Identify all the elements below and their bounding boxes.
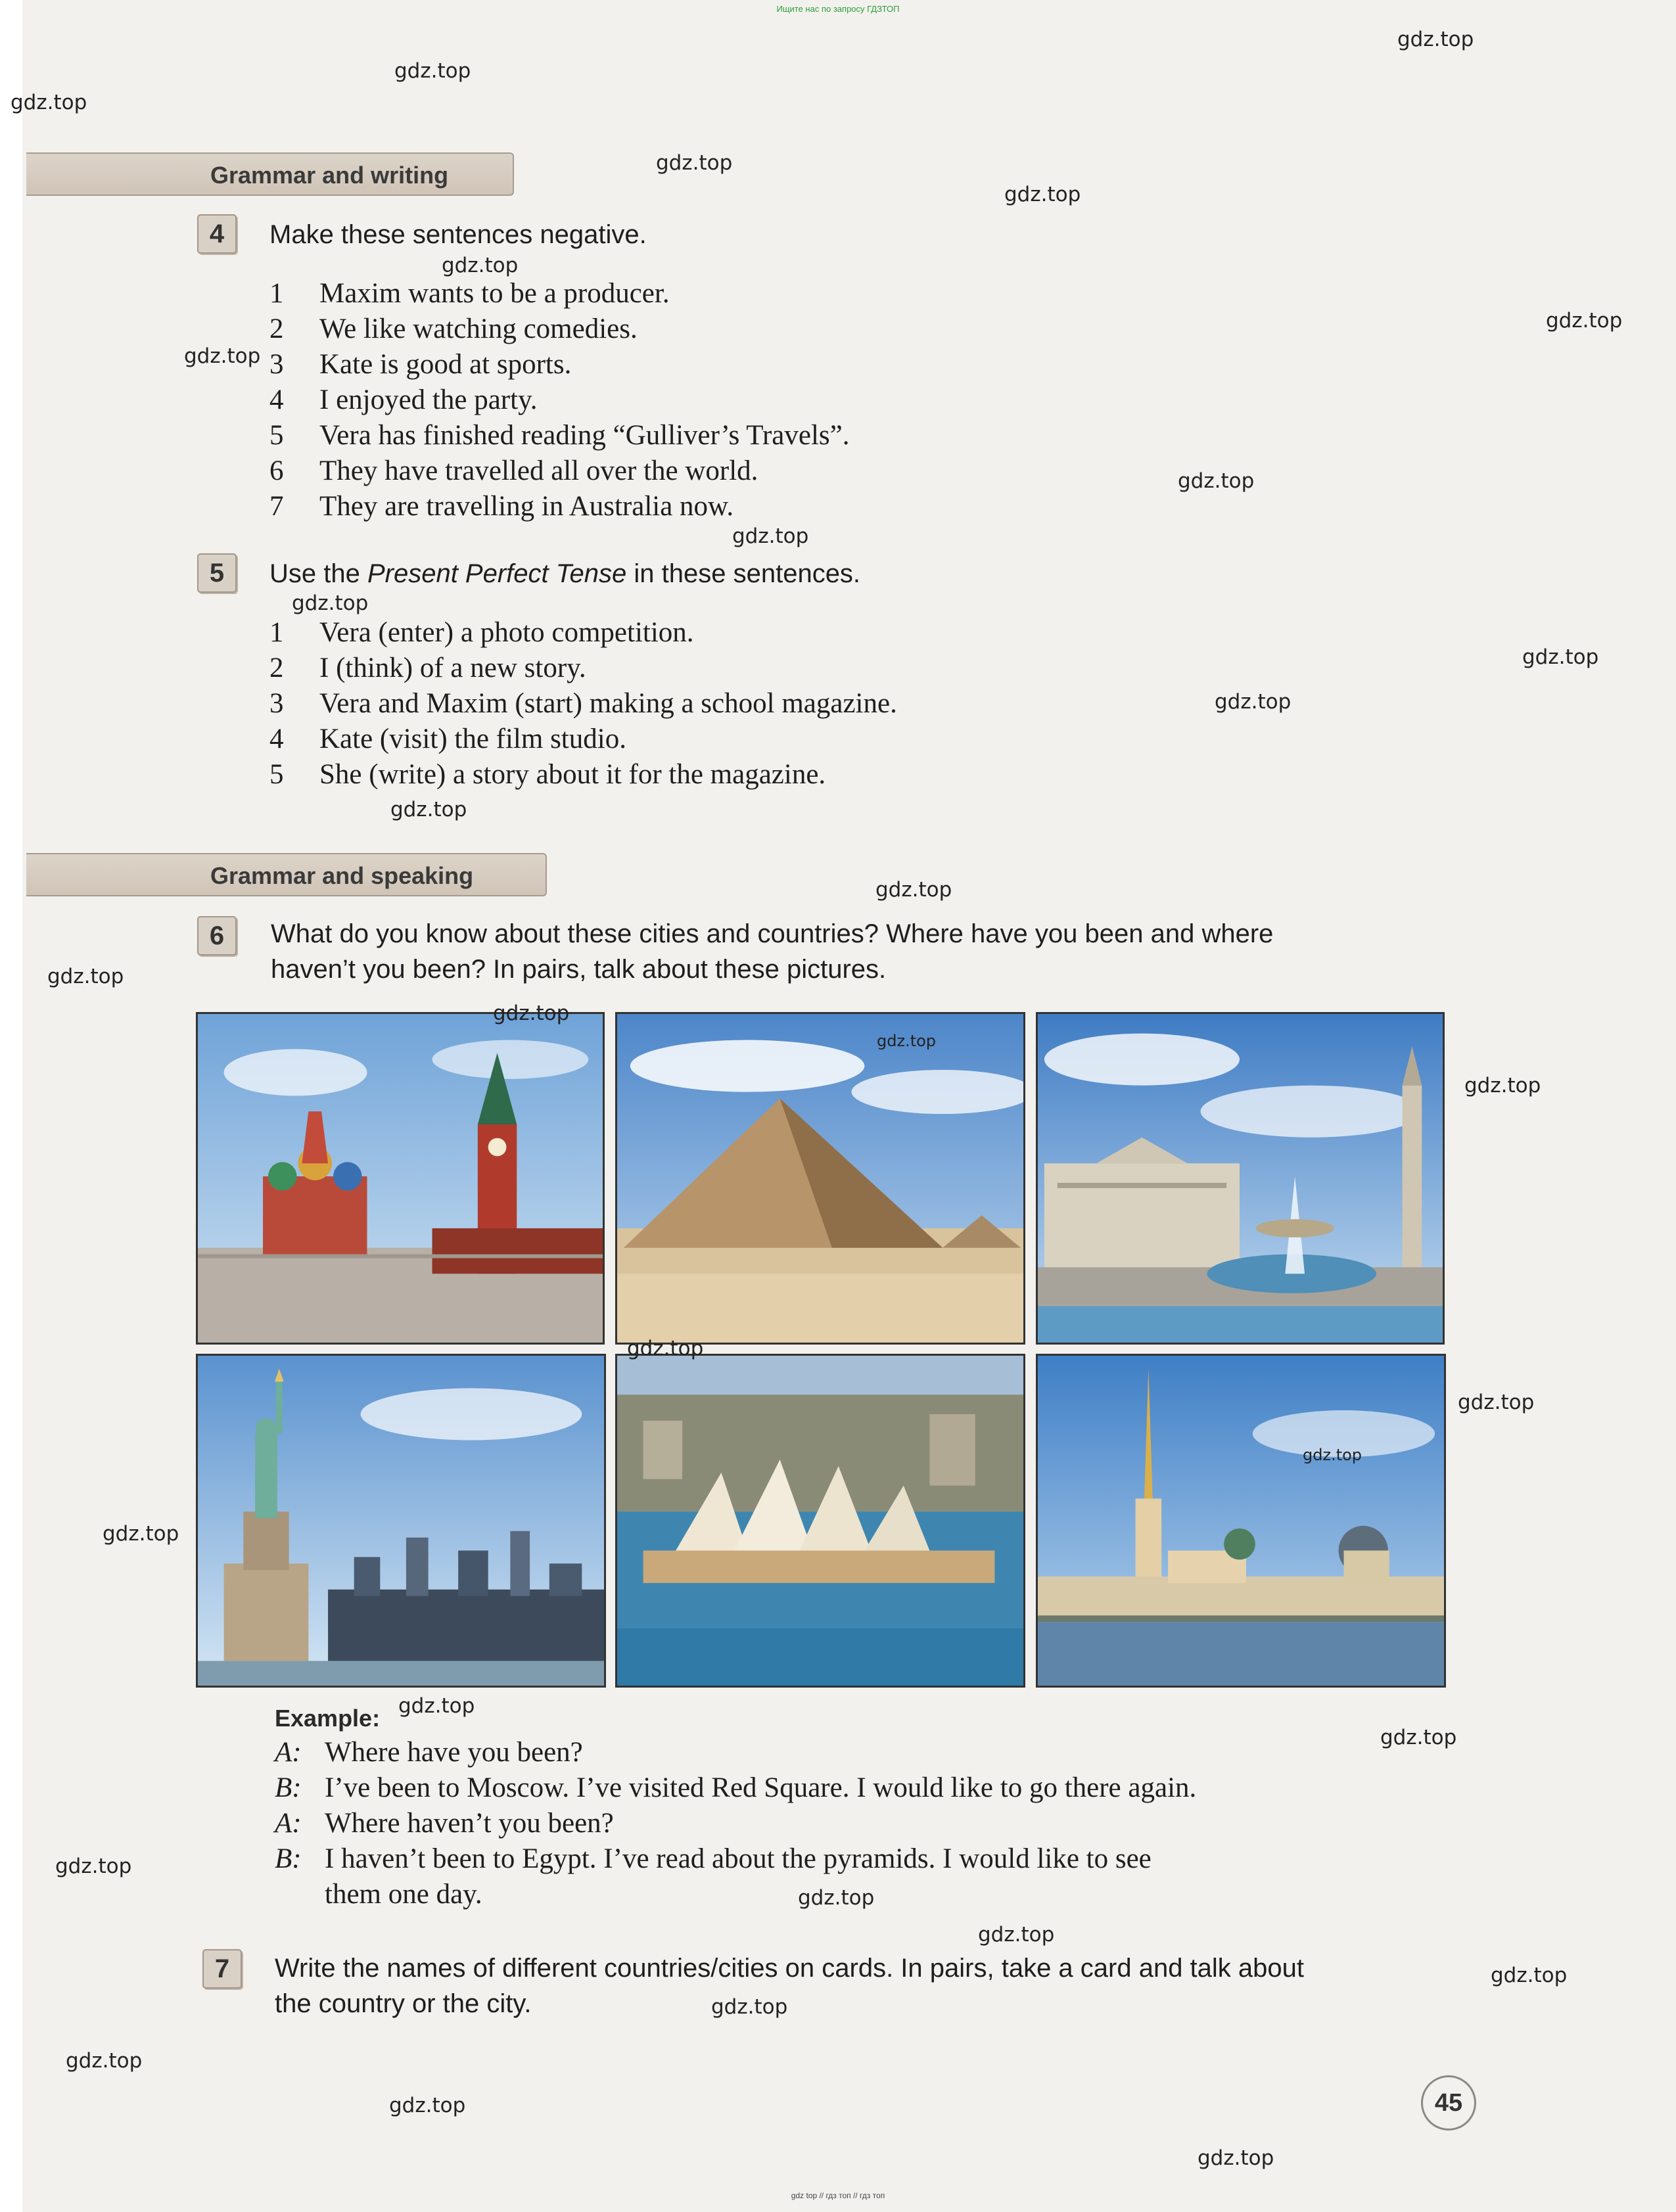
watermark: gdz.top — [1464, 1074, 1541, 1097]
dialog-line: B: I haven’t been to Egypt. I’ve read about the pyramids. I would like to see — [275, 1843, 1152, 1874]
photo-opera-house-sydney — [615, 1354, 1025, 1688]
list-item: 5 She (write) a story about it for the magazine. — [269, 759, 826, 790]
page-edge — [0, 0, 22, 2212]
photo-pyramid-egypt — [615, 1012, 1025, 1345]
watermark: gdz.top — [1397, 28, 1474, 51]
watermark: gdz.top — [1215, 690, 1292, 714]
exercise-4-instruction: Make these sentences negative. — [269, 220, 647, 249]
watermark: gdz.top — [390, 798, 467, 821]
watermark: gdz.top — [1491, 1964, 1568, 1987]
exercise-4-list — [269, 276, 849, 524]
watermark: gdz.top — [1178, 469, 1255, 493]
exercise-7-instruction-line-2: the country or the city. — [275, 1989, 532, 2018]
dialog-line: B: I’ve been to Moscow. I’ve visited Red Square. I would like to go there again. — [275, 1772, 1197, 1803]
watermark: gdz.top — [47, 965, 124, 988]
list-item: 3 Kate is good at sports. — [269, 349, 572, 380]
list-item: 1 Vera (enter) a photo competition. — [269, 617, 694, 648]
watermark: gdz.top — [103, 1522, 179, 1546]
watermark: gdz.top — [877, 1032, 937, 1050]
watermark: gdz.top — [184, 344, 261, 368]
header-note: Ищите нас по запросу ГДЗТОП — [776, 4, 900, 14]
watermark: gdz.top — [1546, 309, 1623, 333]
watermark: gdz.top — [711, 1995, 788, 2019]
dialog-line: them one day. — [325, 1879, 482, 1910]
watermark: gdz.top — [1303, 1446, 1362, 1464]
list-item: 6 They have travelled all over the world. — [269, 455, 758, 486]
exercise-number-7: 7 — [202, 1949, 242, 1989]
example-dialog — [275, 1735, 1196, 1912]
watermark: gdz.top — [11, 91, 87, 114]
watermark: gdz.top — [978, 1923, 1055, 1947]
exercise-number-5: 5 — [197, 553, 237, 593]
list-item: 5 Vera has finished reading “Gulliver’s Travels”. — [269, 420, 850, 451]
list-item: 2 I (think) of a new story. — [269, 653, 586, 683]
exercise-5-instruction: Use the Present Perfect Tense in these sentences. — [269, 559, 861, 588]
dialog-line: A: Where haven’t you been? — [275, 1808, 614, 1839]
section-title-speaking: Grammar and speaking — [26, 853, 547, 896]
list-item: 2 We like watching comedies. — [269, 313, 638, 344]
photo-peter-and-paul-fortress-st-petersburg — [1036, 1354, 1446, 1688]
example-label: Example: — [275, 1705, 381, 1732]
watermark: gdz.top — [1004, 183, 1081, 206]
exercise-number-4: 4 — [197, 214, 237, 254]
page-number: 45 — [1421, 2075, 1476, 2131]
watermark: gdz.top — [875, 878, 952, 902]
watermark: gdz.top — [292, 591, 369, 615]
watermark: gdz.top — [732, 524, 809, 548]
watermark: gdz.top — [398, 1694, 475, 1718]
photo-statue-of-liberty-new-york — [196, 1354, 606, 1688]
watermark: gdz.top — [656, 151, 733, 175]
watermark: gdz.top — [798, 1886, 875, 1910]
watermark: gdz.top — [1380, 1726, 1457, 1749]
list-item: 1 Maxim wants to be a producer. — [269, 278, 670, 309]
exercise-5-list — [269, 615, 897, 793]
watermark: gdz.top — [55, 1855, 132, 1878]
list-item: 4 I enjoyed the party. — [269, 384, 538, 415]
exercise-6-instruction-line-2: haven’t you been? In pairs, talk about these pictures. — [271, 955, 887, 984]
dialog-line: A: Where have you been? — [275, 1737, 583, 1768]
watermark: gdz.top — [627, 1337, 704, 1360]
watermark: gdz.top — [1198, 2146, 1274, 2170]
list-item: 3 Vera and Maxim (start) making a school magazine. — [269, 688, 897, 719]
watermark: gdz.top — [389, 2094, 466, 2117]
exercise-6-instruction-line-1: What do you know about these cities and countries? Where have you been and where — [271, 919, 1274, 948]
section-title-writing: Grammar and writing — [26, 152, 514, 196]
list-item: 7 They are travelling in Australia now. — [269, 491, 734, 522]
watermark: gdz.top — [442, 254, 519, 277]
list-item: 4 Kate (visit) the film studio. — [269, 724, 626, 754]
footer-note: gdz top // гдз топ // гдз топ — [791, 2191, 885, 2200]
watermark: gdz.top — [1522, 645, 1599, 669]
watermark: gdz.top — [493, 1002, 570, 1025]
watermark: gdz.top — [1458, 1391, 1535, 1414]
photo-trafalgar-square-london — [1036, 1012, 1445, 1345]
watermark: gdz.top — [394, 59, 471, 83]
watermark: gdz.top — [66, 2049, 143, 2073]
exercise-7-instruction-line-1: Write the names of different countries/cities on cards. In pairs, take a card and talk about — [275, 1954, 1305, 1983]
photo-red-square-moscow — [196, 1012, 605, 1345]
exercise-number-6: 6 — [197, 916, 237, 956]
